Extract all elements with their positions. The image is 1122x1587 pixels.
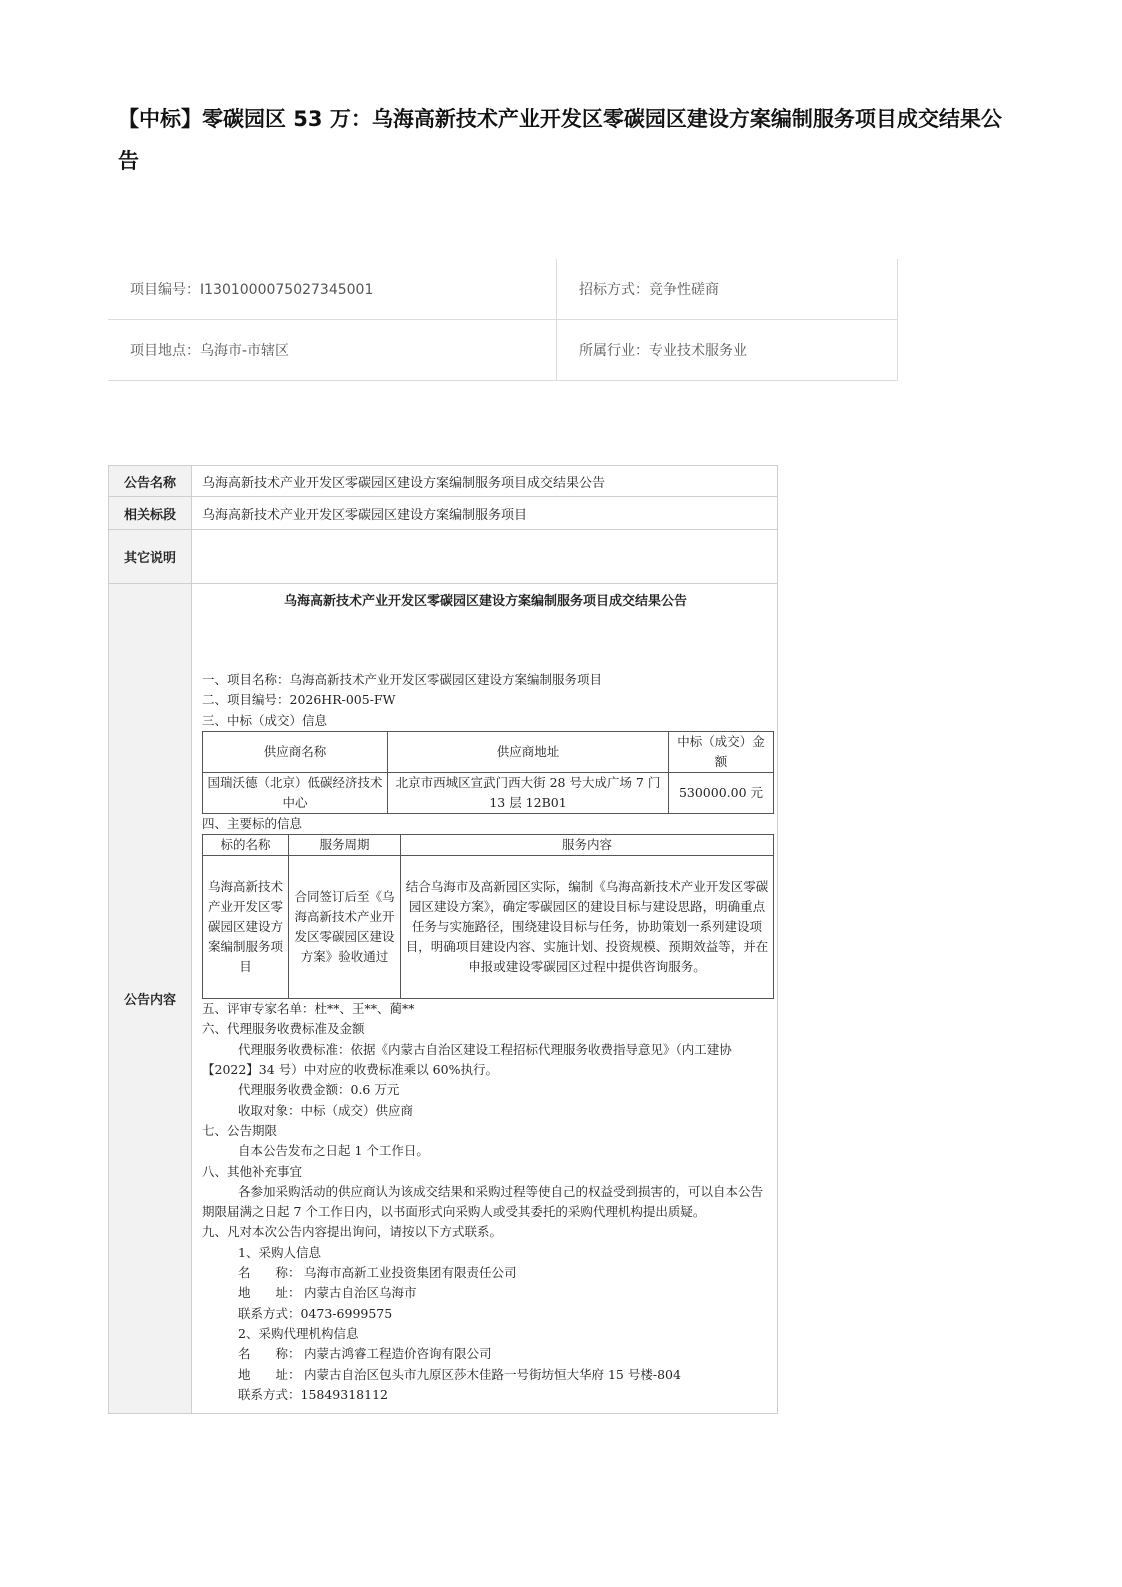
buyer-title: 1、采购人信息 [238, 1244, 321, 1260]
item-2: 二、项目编号：2026HR-005-FW [202, 692, 396, 708]
supplier-name: 国瑞沃德（北京）低碳经济技术中心 [203, 772, 388, 813]
subject-header-content: 服务内容 [401, 835, 774, 856]
agent-address: 内蒙古自治区包头市九原区莎木佳路一号街坊恒大华府 15 号楼-804 [304, 1366, 681, 1382]
other-label: 其它说明 [109, 530, 192, 584]
subject-header-name: 标的名称 [203, 835, 289, 856]
agent-name: 内蒙古鸿睿工程造价咨询有限公司 [304, 1346, 492, 1362]
buyer-address-key: 地 址： [238, 1285, 301, 1301]
notice-name-label: 公告名称 [109, 466, 192, 497]
buyer-address: 内蒙古自治区乌海市 [304, 1285, 417, 1301]
notice-period: 自本公告发布之日起 1 个工作日。 [238, 1143, 429, 1159]
agent-address-key: 地 址： [238, 1366, 301, 1382]
agent-title: 2、采购代理机构信息 [238, 1325, 359, 1341]
supplier-table [202, 731, 774, 814]
subject-header-period: 服务周期 [289, 835, 401, 856]
item-3: 三、中标（成交）信息 [202, 712, 328, 728]
supplier-header-amount: 中标（成交）金额 [669, 731, 774, 772]
agent-address-line [202, 1365, 769, 1385]
subject-period: 合同签订后至《乌海高新技术产业开发区零碳园区建设方案》验收通过 [289, 856, 401, 999]
notice-table [108, 465, 778, 1414]
industry: 所属行业：专业技术服务业 [557, 320, 898, 381]
item-4: 四、主要标的信息 [202, 815, 303, 831]
fee-standard: 代理服务收费标准：依据《内蒙古自治区建设工程招标代理服务收费指导意见》（内工建协【2022】34 号）中对应的收费标准乘以 60%执行。 [202, 1041, 732, 1078]
buyer-contact: 联系方式：0473-6999575 [238, 1305, 393, 1321]
page-title: 【中标】零碳园区 53 万：乌海高新技术产业开发区零碳园区建设方案编制服务项目成交结果公告 [118, 107, 1002, 173]
fee-target: 收取对象：中标（成交）供应商 [238, 1102, 414, 1118]
section-value: 乌海高新技术产业开发区零碳园区建设方案编制服务项目 [192, 497, 778, 530]
buyer-name-key: 名 称： [238, 1265, 301, 1281]
other-value [192, 530, 778, 584]
buyer-address-line [202, 1283, 769, 1303]
bid-method: 招标方式：竞争性磋商 [557, 259, 898, 320]
item-1: 一、项目名称：乌海高新技术产业开发区零碳园区建设方案编制服务项目 [202, 672, 603, 687]
supplement-text: 各参加采购活动的供应商认为该成交结果和采购过程等使自己的权益受到损害的，可以自本公告期限届满之日起 7 个工作日内，以书面形式向采购人或受其委托的采购代理机构提出质疑。 [202, 1183, 764, 1220]
section-label: 相关标段 [109, 497, 192, 530]
supplier-header-name: 供应商名称 [203, 731, 388, 772]
fee-amount: 代理服务收费金额：0.6 万元 [238, 1082, 400, 1098]
subject-content: 结合乌海市及高新园区实际，编制《乌海高新技术产业开发区零碳园区建设方案》，确定零碳园区的建设目标与建设思路，明确重点任务与实施路径，围绕建设目标与任务，协助策划一系列建设项目，明确项目建设内容、实施计划、投资规模、预期效益等，并在申报或建设零碳园区过程中提供咨询服务。 [401, 856, 774, 999]
agent-contact: 联系方式：15849318112 [238, 1386, 388, 1402]
subject-name: 乌海高新技术产业开发区零碳园区建设方案编制服务项目 [203, 856, 289, 999]
notice-content [192, 584, 778, 1414]
item-6: 六、代理服务收费标准及金额 [202, 1021, 365, 1037]
supplier-amount: 530000.00 元 [669, 772, 774, 813]
item-7: 七、公告期限 [202, 1122, 278, 1138]
notice-name-value: 乌海高新技术产业开发区零碳园区建设方案编制服务项目成交结果公告 [192, 466, 778, 497]
supplier-header-address: 供应商地址 [388, 731, 669, 772]
item-8: 八、其他补充事宜 [202, 1163, 303, 1179]
agent-name-key: 名 称： [238, 1346, 301, 1362]
item-9: 九、凡对本次公告内容提出询问，请按以下方式联系。 [202, 1224, 503, 1240]
item-5: 五、评审专家名单：杜**、王**、蔺** [202, 1001, 415, 1017]
content-heading: 乌海高新技术产业开发区零碳园区建设方案编制服务项目成交结果公告 [283, 594, 687, 609]
content-label: 公告内容 [109, 584, 192, 1414]
buyer-name: 乌海市高新工业投资集团有限责任公司 [304, 1265, 517, 1281]
subject-table [202, 834, 774, 999]
agent-name-line [202, 1344, 769, 1364]
project-location: 项目地点：乌海市-市辖区 [108, 320, 557, 381]
buyer-name-line [202, 1263, 769, 1283]
supplier-address: 北京市西城区宣武门西大街 28 号大成广场 7 门 13 层 12B01 [388, 772, 669, 813]
project-info-table [108, 259, 898, 381]
project-number: 项目编号：I1301000075027345001 [108, 259, 557, 320]
